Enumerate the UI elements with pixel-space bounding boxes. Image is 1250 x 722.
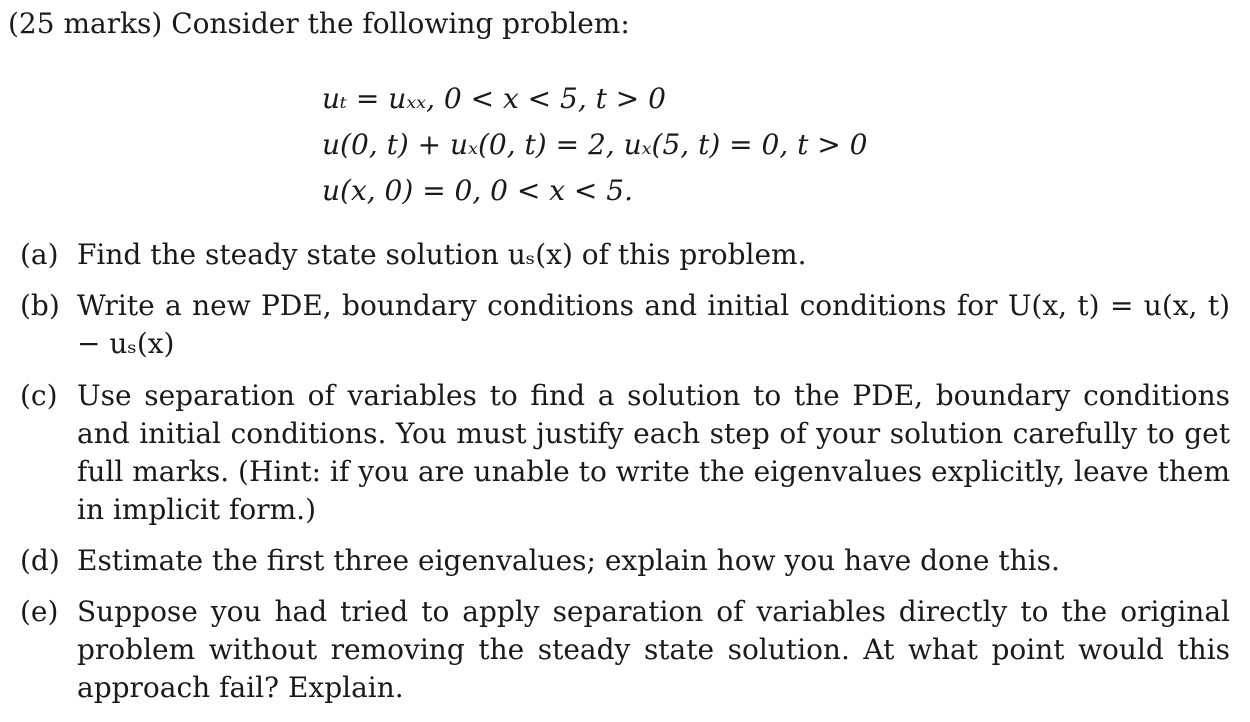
equation-pde: uₜ = uₓₓ, 0 < x < 5, t > 0 bbox=[322, 82, 666, 115]
part-b-text: Write a new PDE, boundary conditions and initial conditions for U(x, t) = u(x, t) − uₛ(x) bbox=[77, 289, 1230, 360]
part-d-text: Estimate the first three eigenvalues; explain how you have done this. bbox=[77, 544, 1060, 577]
part-b-label: (b) bbox=[20, 289, 60, 322]
part-c-label: (c) bbox=[20, 379, 58, 412]
equation-block bbox=[322, 76, 867, 214]
part-a-text: Find the steady state solution uₛ(x) of this problem. bbox=[77, 238, 807, 271]
part-a bbox=[20, 236, 1230, 274]
problem-intro: (25 marks) Consider the following problem: bbox=[8, 7, 630, 40]
equation-initial-condition: u(x, 0) = 0, 0 < x < 5. bbox=[322, 174, 634, 207]
part-c-text: Use separation of variables to find a solution to the PDE, boundary conditions and initial conditions. You must justify each step of your solution carefully to get full marks. (Hint: if you are unable to write the eigenvalues explicitly, leave them in implicit form.) bbox=[77, 379, 1230, 526]
part-a-label: (a) bbox=[20, 238, 59, 271]
part-c bbox=[20, 377, 1230, 529]
part-d bbox=[20, 542, 1230, 580]
part-e-text: Suppose you had tried to apply separation of variables directly to the original problem without removing the steady state solution. At what point would this approach fail? Explain. bbox=[77, 595, 1230, 704]
equation-boundary-conditions: u(0, t) + uₓ(0, t) = 2, uₓ(5, t) = 0, t > 0 bbox=[322, 128, 868, 161]
part-e-label: (e) bbox=[20, 595, 59, 628]
part-d-label: (d) bbox=[20, 544, 60, 577]
part-e bbox=[20, 593, 1230, 707]
part-b bbox=[20, 287, 1230, 363]
